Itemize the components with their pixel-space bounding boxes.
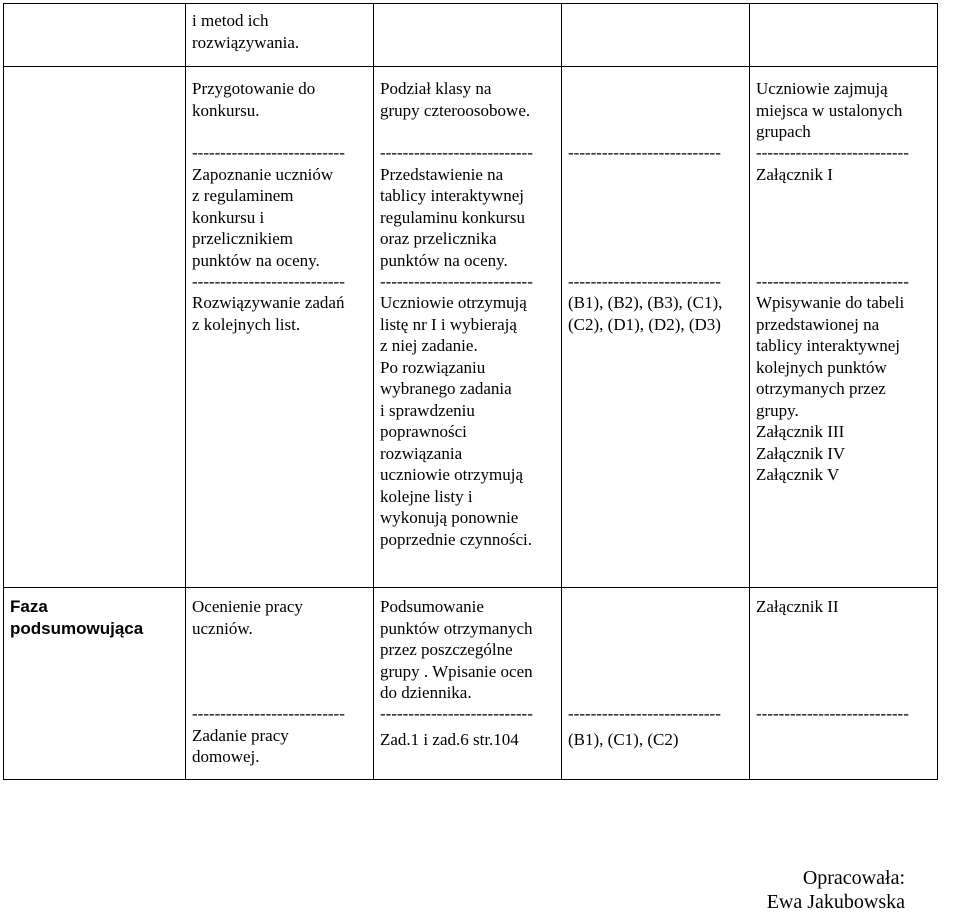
activity-text: Przygotowanie do konkursu. — [192, 79, 316, 120]
task-codes: (B1), (C1), (C2) — [568, 729, 679, 749]
attachment-label: Załącznik I — [756, 164, 833, 184]
separator-line: --------------------------- — [192, 143, 345, 162]
separator-line: --------------------------- — [192, 704, 345, 723]
activity-text-empty — [568, 596, 749, 703]
separator-line: --------------------------- — [192, 271, 345, 291]
separator-line: --------------------------- — [568, 271, 721, 291]
activity-text: Uczniowie zajmują miejsca w ustalonych grupach — [756, 79, 903, 141]
author-signature — [650, 866, 905, 914]
activity-text-empty — [568, 164, 749, 271]
cell-top-col1 — [186, 4, 374, 67]
table-row-main — [4, 67, 938, 588]
activity-text: Zapoznanie uczniów z regulaminem konkursu i przelicznikiem punktów na oceny. — [192, 164, 334, 270]
cell-top-col3 — [562, 4, 750, 67]
activity-text: Rozwiązywanie zadań z kolejnych list. — [192, 293, 345, 334]
cell-text: i metod ich rozwiązywania. — [192, 11, 300, 52]
cell-main-col2 — [374, 67, 562, 588]
phase-cell-empty — [4, 67, 186, 588]
separator-line: --------------------------- — [756, 143, 909, 162]
activity-text: Uczniowie otrzymują listę nr I i wybierają z niej zadanie. Po rozwiązaniu wybranego zadania i sprawdzeniu poprawności rozwiązania uczniowie otrzymują kolejne listy i wykonują ponownie poprzednie czynności. — [380, 293, 532, 549]
separator-line: --------------------------- — [756, 704, 909, 723]
separator-line: --------------------------- — [568, 143, 721, 162]
cell-main-col4 — [750, 67, 938, 588]
activity-text-empty — [568, 78, 749, 142]
separator-line: --------------------------- — [380, 143, 533, 162]
homework-text: Zad.1 i zad.6 str.104 — [380, 729, 519, 749]
cell-summary-col1 — [186, 588, 374, 780]
separator-line: --------------------------- — [380, 704, 533, 723]
activity-text: Podział klasy na grupy czteroosobowe. — [380, 79, 531, 120]
phase-label: Faza podsumowująca — [10, 597, 144, 638]
phase-cell-empty — [4, 4, 186, 67]
cell-main-col3 — [562, 67, 750, 588]
activity-text: Wpisywanie do tabeli przedstawionej na tablicy interaktywnej kolejnych punktów otrzymanych przez grupy. Załącznik III Załącznik IV Załącznik V — [756, 293, 905, 484]
cell-summary-col4 — [750, 588, 938, 780]
lesson-plan-table — [3, 3, 938, 780]
cell-summary-col2 — [374, 588, 562, 780]
cell-top-col4 — [750, 4, 938, 67]
activity-text: Ocenienie pracy uczniów. — [192, 597, 303, 638]
cell-top-col2 — [374, 4, 562, 67]
table-row-top — [4, 4, 938, 67]
author-name: Ewa Jakubowska — [766, 891, 905, 913]
separator-line: --------------------------- — [756, 271, 909, 291]
separator-line: --------------------------- — [568, 704, 721, 723]
activity-text: Przedstawienie na tablicy interaktywnej regulaminu konkursu oraz przelicznika punktów na oceny. — [380, 164, 525, 270]
table-row-summary — [4, 588, 938, 780]
activity-text: Zadanie pracy domowej. — [192, 725, 289, 766]
author-label: Opracowała: — [802, 867, 905, 889]
separator-line: --------------------------- — [380, 271, 533, 291]
activity-text: Podsumowanie punktów otrzymanych przez poszczególne grupy . Wpisanie ocen do dziennika. — [380, 597, 533, 702]
attachment-label: Załącznik II — [756, 597, 839, 616]
phase-cell — [4, 588, 186, 780]
task-codes: (B1), (B2), (B3), (C1), (C2), (D1), (D2), (D3) — [568, 293, 723, 334]
cell-summary-col3 — [562, 588, 750, 780]
cell-main-col1 — [186, 67, 374, 588]
